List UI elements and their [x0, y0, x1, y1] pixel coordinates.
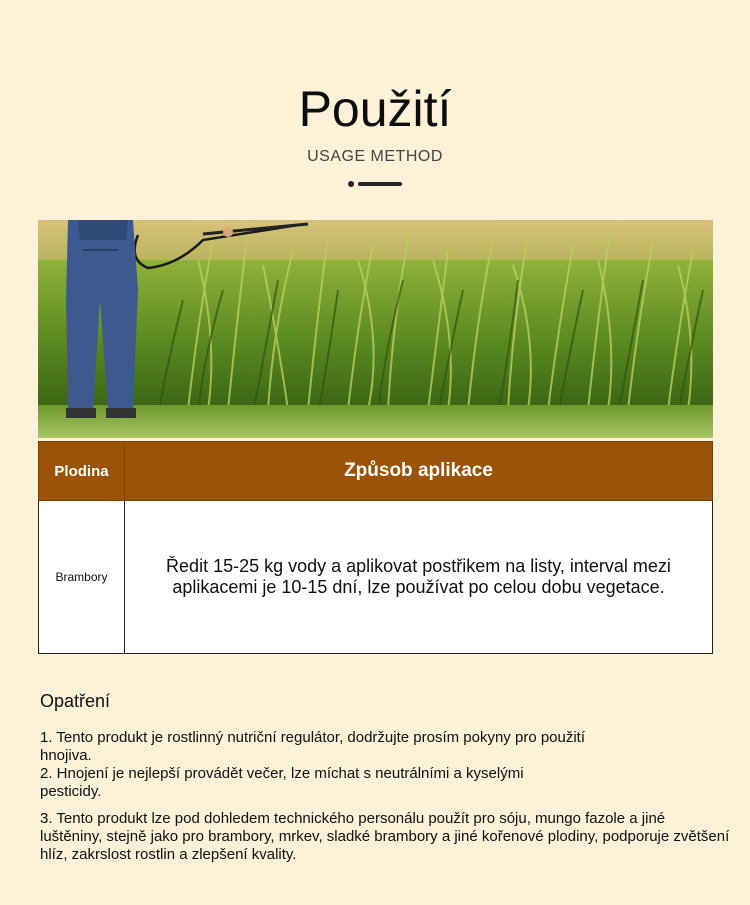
crop-cell: Brambory — [39, 501, 125, 654]
note-item: 3. Tento produkt lze pod dohledem technického personálu použít pro sóju, mungo fazole a jiné luštěniny, stejně jako pro brambory, mrkev, sladké brambory a jiné kořenové plodiny, podporuje zvětšení hlíz, zakrslost rostlin a zlepšení kvality. — [40, 810, 730, 863]
page-subtitle: USAGE METHOD — [307, 148, 443, 165]
table-header-row — [39, 442, 713, 501]
divider-dot — [348, 181, 354, 187]
header-crop: Plodina — [39, 442, 125, 501]
page-title: Použití — [298, 81, 452, 137]
notes-title: Opatření — [40, 691, 111, 711]
usage-table — [38, 441, 713, 654]
table-row — [39, 501, 713, 654]
header-method: Způsob aplikace — [125, 442, 713, 501]
note-item: 2. Hnojení je nejlepší provádět večer, lze míchat s neutrálními a kyselými pesticidy. — [40, 765, 524, 800]
divider-bar — [358, 182, 402, 186]
rice-field-sprayer-photo — [38, 220, 713, 438]
note-item: 1. Tento produkt je rostlinný nutriční regulátor, dodržujte prosím pokyny pro použití hnojiva. — [40, 729, 586, 764]
method-cell: Ředit 15-25 kg vody a aplikovat postřikem na listy, interval mezi aplikacemi je 10-15 dní, lze používat po celou dobu vegetace. — [125, 501, 713, 654]
